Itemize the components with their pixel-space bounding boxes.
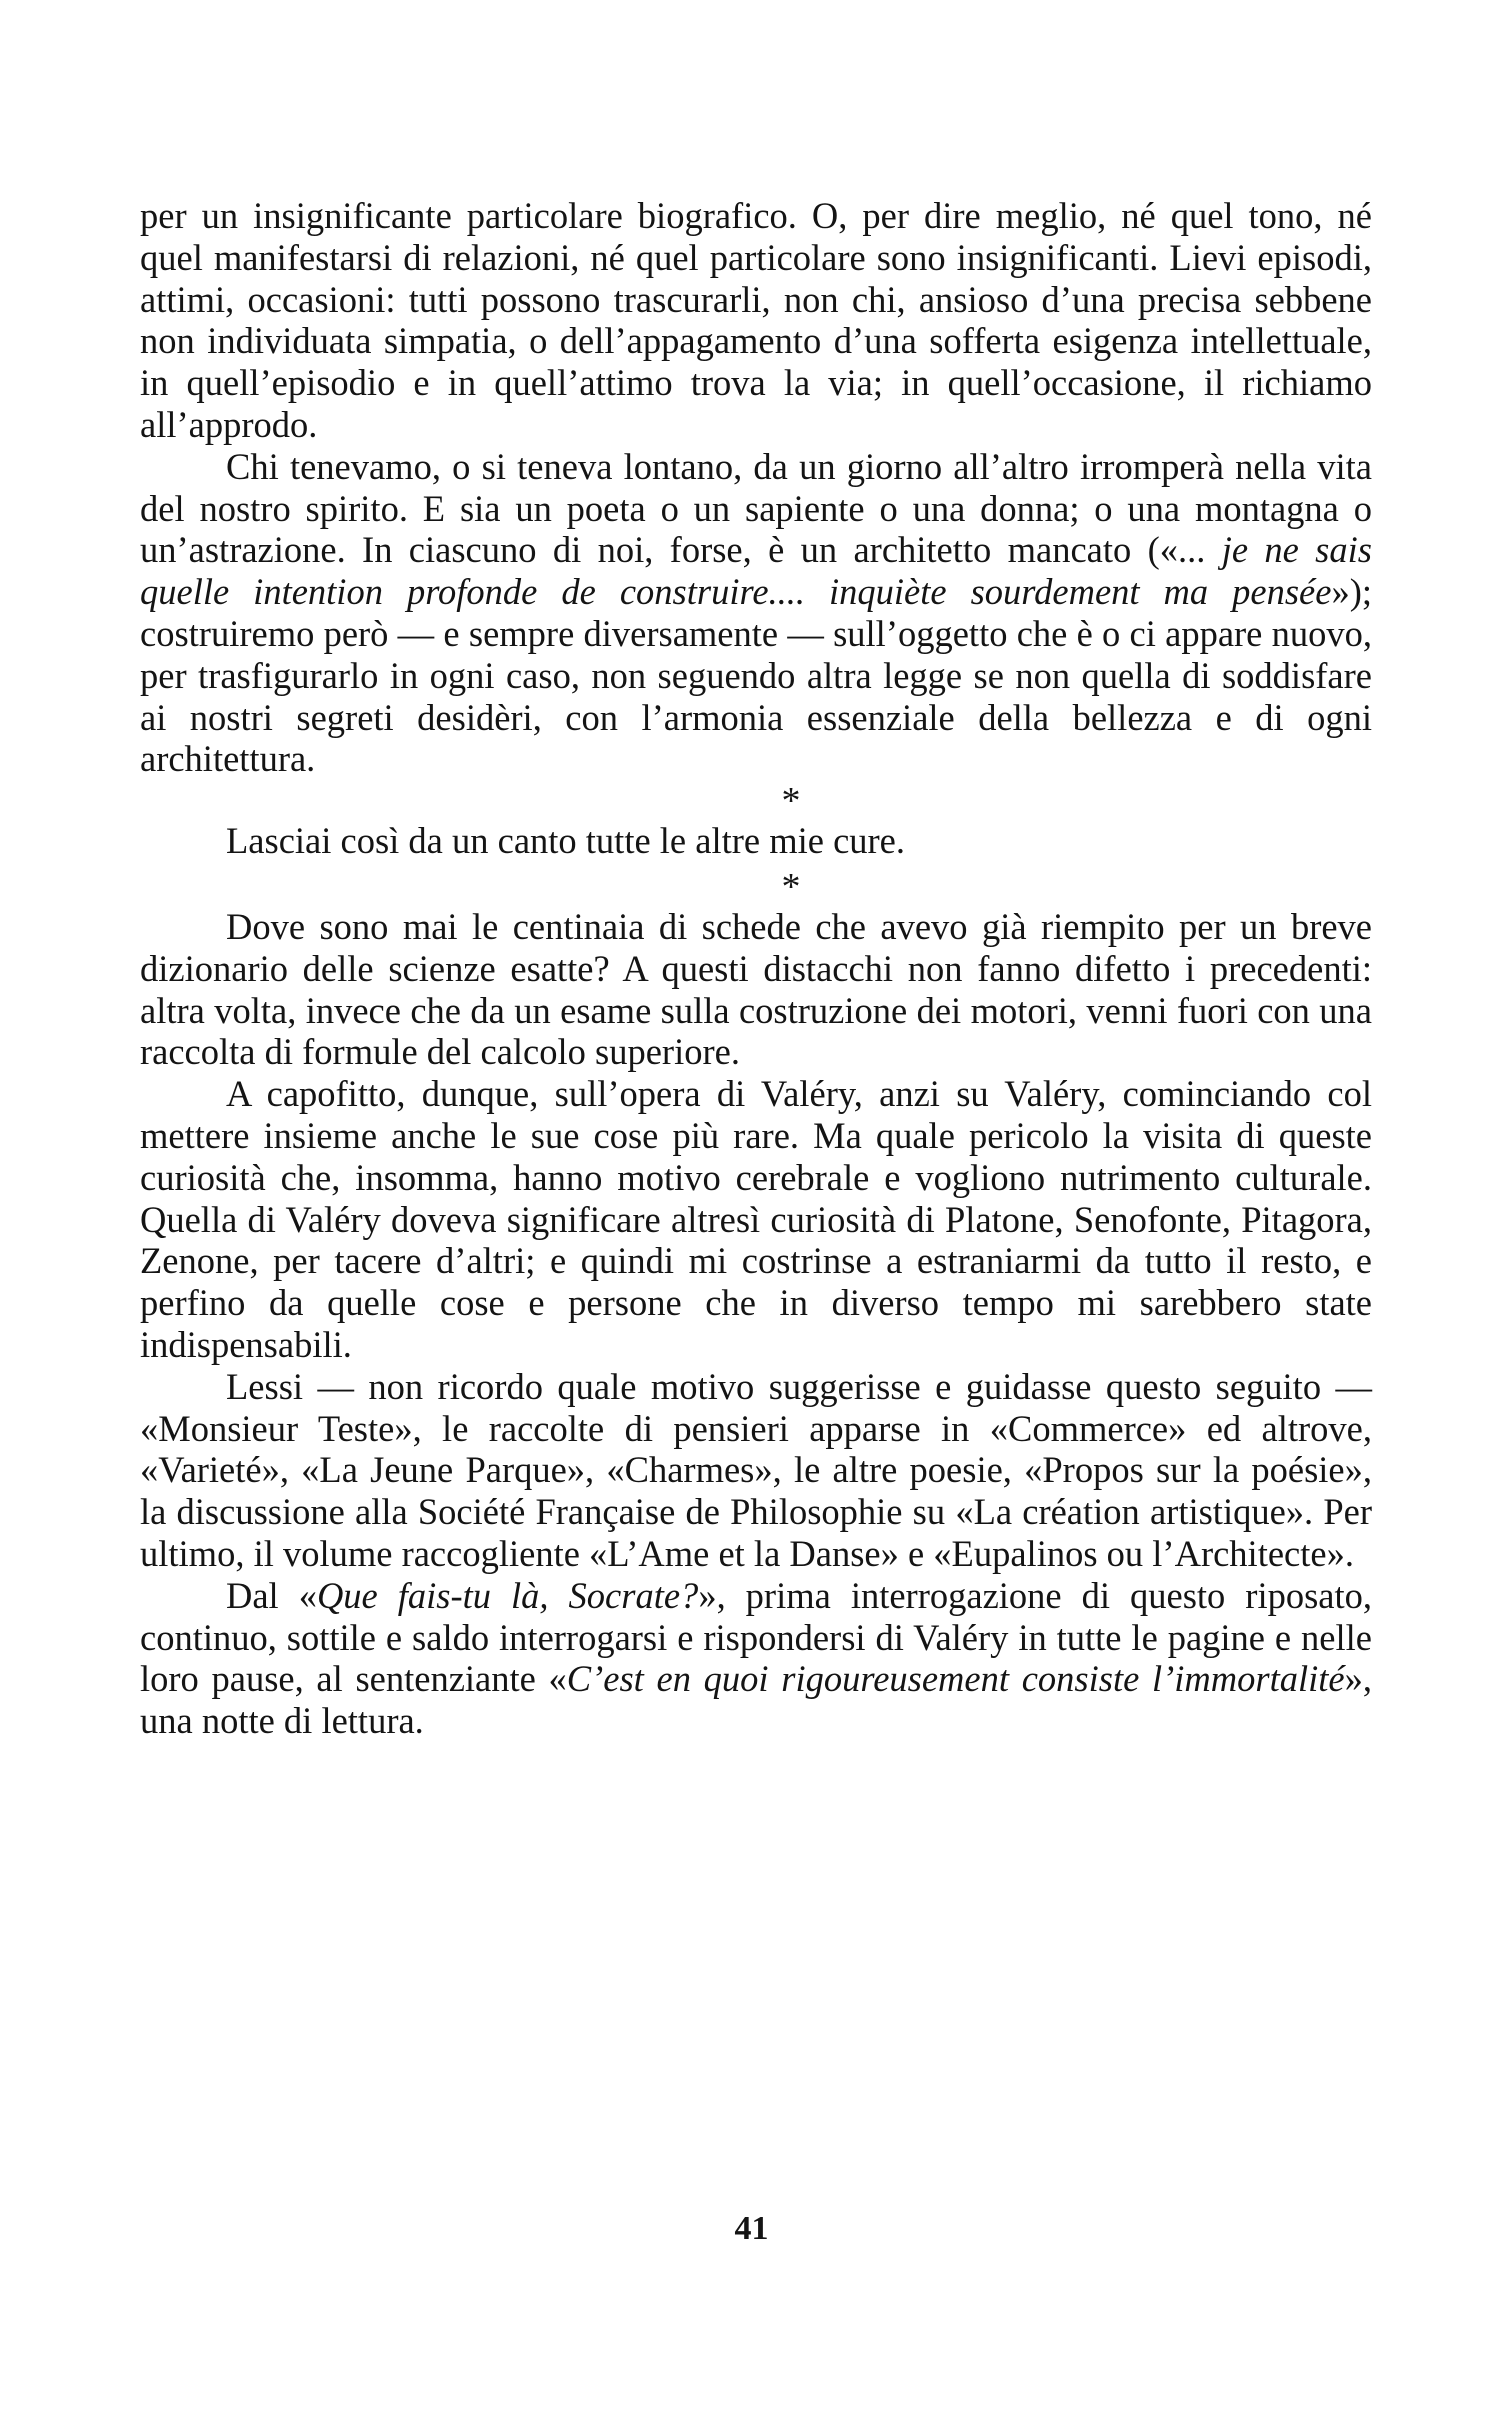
text-run: Dal « [226,1574,317,1616]
paragraph-6 [140,1366,1372,1575]
text-run: Lasciai così da un canto tutte le altre mie cure. [226,820,906,862]
text-run: », una notte di lettura. [140,1658,1372,1742]
page-number: 41 [734,2210,769,2247]
italic-quote: je ne sais quelle intention profonde de construire.... inquiète sourdement ma pensée [140,529,1372,613]
paragraph-5 [140,1073,1372,1366]
body-text [140,195,1372,1742]
paragraph-3 [140,820,1372,862]
section-separator: * [781,865,801,908]
text-run: per un insignificante particolare biografico. O, per dire meglio, né quel tono, né quel manifestarsi di relazioni, né quel particolare sono insignificanti. Lievi episodi, attimi, occasioni: tutti possono trascurarli, non chi, ansioso d’una precisa sebbene non individuata simpatia, o dell’appagamento d’una sofferta esigenza intellettuale, in quell’episodio e in quell’attimo trova la via; in quell’occasione, il richiamo all’approdo. [140,195,1372,445]
italic-quote: Que fais-tu là, Socrate? [316,1574,699,1616]
text-run: Lessi — non ricordo quale motivo suggerisse e guidasse questo seguito — «Monsieur Teste», le raccolte di pensieri apparse in «Commerce» ed altrove, «Varieté», «La Jeune Parque», «Charmes», le altre poesie, «Propos sur la poésie», la discussione alla Société Française de Philosophie su «La création artistique». Per ultimo, il volume raccogliente «L’Ame et la Danse» e «Eupalinos ou l’Architecte». [140,1365,1372,1574]
text-run: », prima interrogazione di questo riposato, continuo, sottile e saldo interrogarsi e rispondersi di Valéry in tutte le pagine e nelle loro pause, al sentenziante « [140,1574,1373,1700]
paragraph-7 [140,1575,1372,1742]
section-separator: * [781,780,801,823]
paragraph-4 [140,906,1372,1073]
paragraph-1 [140,195,1372,446]
text-run: Chi tenevamo, o si teneva lontano, da un giorno all’altro irromperà nella vita del nostro spirito. E sia un poeta o un sapiente o una donna; o una montagna o un’astrazione. In ciascuno di noi, forse, è un architetto mancato («... [140,445,1372,571]
text-run: »); costruiremo però — e sempre diversamente — sull’oggetto che è o ci appare nuovo, per trasfigurarlo in ogni caso, non seguendo altra legge se non quella di soddisfare ai nostri segreti desidèri, con l’armonia essenziale della bellezza e di ogni architettura. [140,571,1372,780]
text-run: A capofitto, dunque, sull’opera di Valéry, anzi su Valéry, cominciando col mettere insieme anche le sue cose più rare. Ma quale pericolo la visita di queste curiosità che, insomma, hanno motivo cerebrale e vogliono nutrimento culturale. Quella di Valéry doveva significare altresì curiosità di Platone, Senofonte, Pitagora, Zenone, per tacere d’altri; e quindi mi costrinse a estraniarmi da tutto il resto, e perfino da quelle cose e persone che in diverso tempo mi sarebbero state indispensabili. [140,1073,1372,1365]
italic-quote: C’est en quoi rigoureusement consiste l’immortalité [566,1658,1345,1700]
text-run: Dove sono mai le centinaia di schede che avevo già riempito per un breve dizionario delle scienze esatte? A questi distacchi non fanno difetto i precedenti: altra volta, invece che da un esame sulla costruzione dei motori, venni fuori con una raccolta di formule del calcolo superiore. [140,905,1372,1073]
paragraph-2 [140,446,1372,780]
